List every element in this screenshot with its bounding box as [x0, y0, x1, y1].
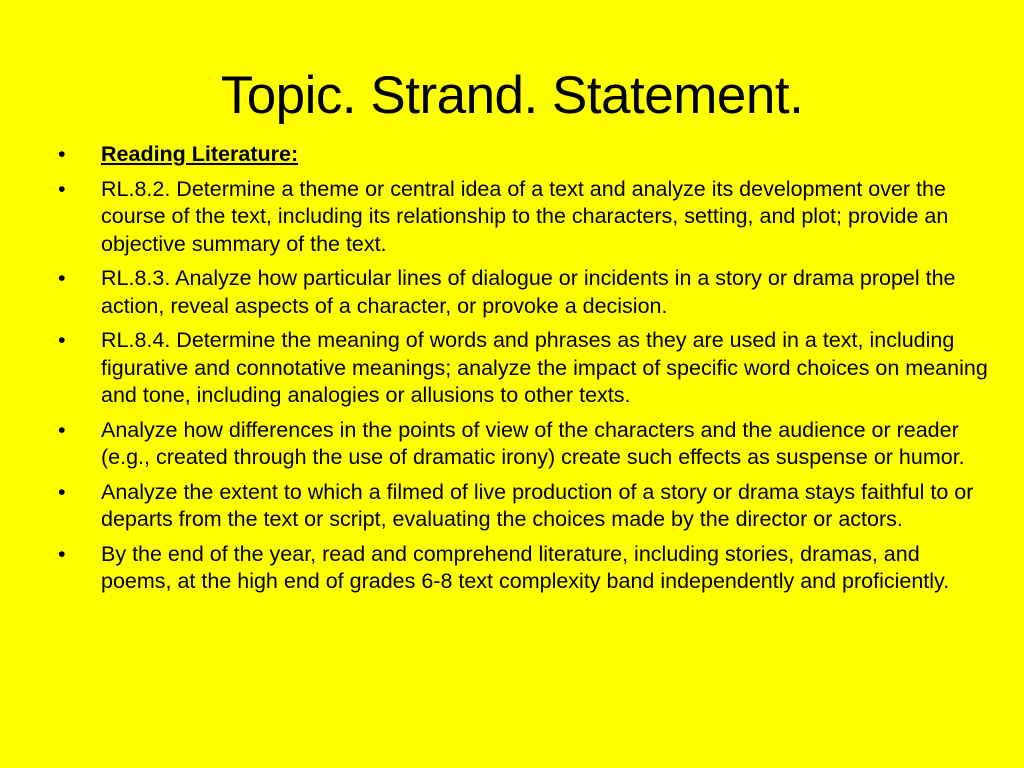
bullet-text: RL.8.2. Determine a theme or central idea of a text and analyze its development over the course of the text, including its relationship to the characters, setting, and plot; provide an objective summary of the text.	[101, 176, 949, 256]
bullet-list	[58, 141, 988, 596]
bullet-icon: •	[58, 176, 66, 201]
bullet-text: Analyze the extent to which a filmed of live production of a story or drama stays faithful to or departs from the text or script, evaluating the choices made by the director or actors.	[101, 479, 974, 531]
bullet-icon: •	[58, 266, 66, 290]
bullet-text: By the end of the year, read and comprehend literature, including stories, dramas, and poems, at the high end of grades 6-8 text complexity band independently and proficiently.	[101, 541, 950, 593]
bullet-item-live-production	[58, 479, 988, 534]
bullet-icon: •	[58, 417, 66, 442]
bullet-item-end-of-year	[58, 541, 988, 596]
bullet-icon: •	[58, 479, 66, 504]
bullet-heading	[58, 141, 988, 169]
bullet-icon: •	[58, 541, 66, 566]
section-heading: Reading Literature:	[101, 142, 299, 166]
bullet-icon: •	[58, 142, 66, 166]
slide-content	[58, 141, 988, 603]
bullet-item-points-of-view	[58, 417, 988, 472]
bullet-item-rl-8-4	[58, 327, 988, 410]
bullet-item-rl-8-2	[58, 176, 988, 259]
bullet-item-rl-8-3	[58, 265, 988, 320]
bullet-text: Analyze how differences in the points of view of the characters and the audience or reader (e.g., created through the use of dramatic irony) create such effects as suspense or humor.	[101, 417, 965, 469]
bullet-text: RL.8.3. Analyze how particular lines of dialogue or incidents in a story or drama propel the action, reveal aspects of a character, or provoke a decision.	[101, 266, 956, 318]
bullet-text: RL.8.4. Determine the meaning of words and phrases as they are used in a text, including figurative and connotative meanings; analyze the impact of specific word choices on meaning and tone, including analogies or allusions to other texts.	[101, 328, 988, 407]
bullet-icon: •	[58, 328, 66, 352]
slide-title: Topic. Strand. Statement.	[220, 66, 804, 125]
